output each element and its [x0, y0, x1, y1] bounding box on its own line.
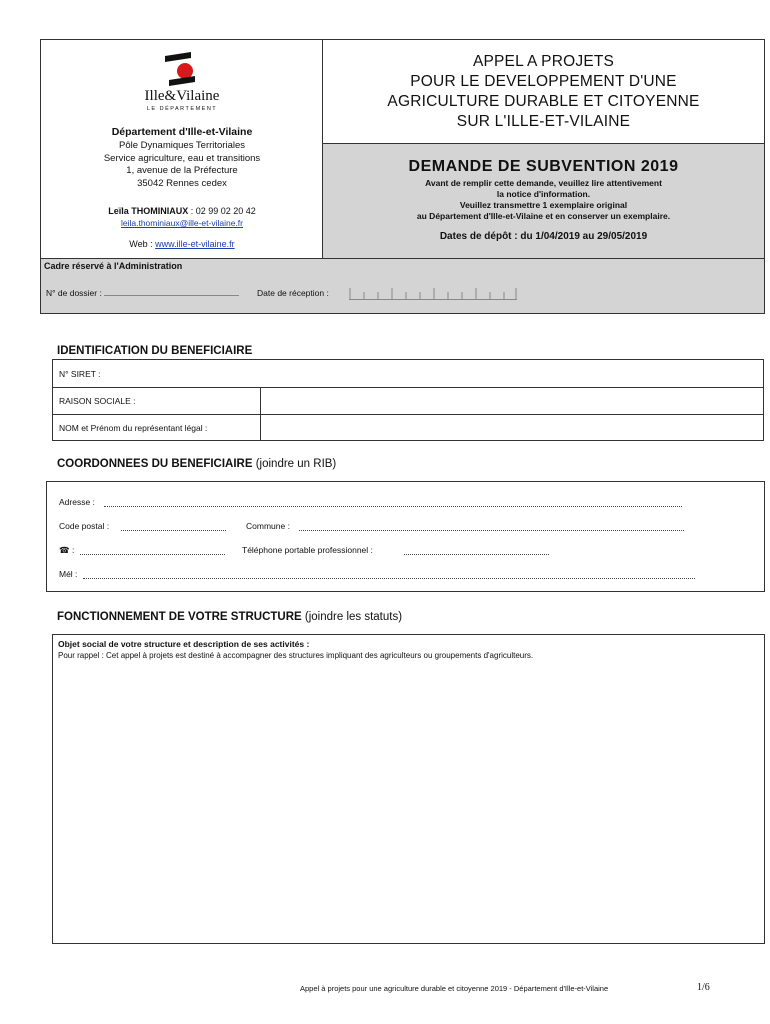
- footer-text: Appel à projets pour une agriculture durable et citoyenne 2019 - Département d'Ille-et-Vilaine: [300, 984, 609, 993]
- dossier-field: [46, 288, 239, 298]
- coordonnees-note: (joindre un RIB): [252, 458, 337, 470]
- notice-line: Veuillez transmettre 1 exemplaire original: [459, 200, 628, 210]
- notice-line: Avant de remplir cette demande, veuillez lire attentivement: [425, 178, 662, 188]
- web-label: Web :: [129, 239, 156, 249]
- address-block: [41, 140, 323, 190]
- address-line: Pôle Dynamiques Territoriales: [118, 140, 246, 151]
- telephone-icon: ☎: [59, 545, 70, 555]
- coordonnees-title: [57, 458, 336, 470]
- dossier-input[interactable]: [104, 295, 239, 296]
- web-line: [41, 239, 323, 249]
- adresse-label: Adresse :: [59, 497, 95, 507]
- reception-date-input[interactable]: [349, 287, 517, 299]
- identification-title: IDENTIFICATION DU BENEFICIAIRE: [57, 345, 253, 357]
- reception-field: [257, 288, 329, 298]
- reception-label: Date de réception :: [257, 288, 329, 298]
- deposit-dates: Dates de dépôt : du 1/04/2019 au 29/05/2019: [439, 231, 648, 242]
- fonctionnement-note: (joindre les statuts): [301, 611, 403, 623]
- address-line: 1, avenue de la Préfecture: [126, 165, 238, 176]
- dossier-label: N° de dossier :: [46, 288, 105, 298]
- rappel-text: Pour rappel : Cet appel à projets est destiné à accompagner des structures impliquant des agriculteurs ou groupements d'agriculteurs.: [58, 651, 534, 660]
- notice-line: au Département d'Ille-et-Vilaine et en conserver un exemplaire.: [416, 211, 671, 221]
- department-info: [41, 40, 323, 258]
- title-line: APPEL A PROJETS: [472, 53, 615, 70]
- header-box: [40, 39, 765, 259]
- logo-subtext: LE DÉPARTEMENT: [146, 106, 218, 112]
- representant-input[interactable]: [263, 416, 758, 439]
- address-line: 35042 Rennes cedex: [137, 177, 227, 189]
- code-postal-input[interactable]: [121, 530, 226, 531]
- notice-line: la notice d'information.: [496, 189, 591, 199]
- title-line: AGRICULTURE DURABLE ET CITOYENNE: [387, 93, 700, 110]
- identification-table: [52, 359, 764, 441]
- logo-text: Ille&Vilaine: [144, 88, 220, 104]
- admin-reserved-area: [40, 259, 765, 314]
- commune-input[interactable]: [299, 530, 684, 531]
- page-number: 1/6: [697, 982, 710, 993]
- mel-input[interactable]: [83, 578, 695, 579]
- notice-text: [323, 178, 764, 222]
- coordonnees-box: [46, 481, 765, 592]
- telephone-label: :: [69, 545, 75, 555]
- objet-social-label: Objet social de votre structure et description de ses activités :: [58, 639, 310, 649]
- subvention-block: [323, 144, 764, 258]
- fonctionnement-title: [57, 611, 402, 623]
- title-line: SUR L'ILLE-ET-VILAINE: [456, 113, 631, 130]
- raison-sociale-input[interactable]: [263, 389, 758, 412]
- contact-line: [41, 206, 323, 216]
- contact-email-link[interactable]: leila.thominiaux@ille-et-vilaine.fr: [120, 218, 243, 228]
- raison-sociale-label: RAISON SOCIALE :: [59, 396, 136, 406]
- fonctionnement-title-text: FONCTIONNEMENT DE VOTRE STRUCTURE: [57, 611, 302, 623]
- telephone-input[interactable]: [80, 554, 225, 555]
- adresse-input[interactable]: [104, 506, 682, 507]
- ille-et-vilaine-logo: [161, 50, 201, 90]
- department-name: Département d'Ille-et-Vilaine: [111, 126, 253, 138]
- portable-label: Téléphone portable professionnel :: [242, 545, 373, 555]
- subvention-title: DEMANDE DE SUBVENTION 2019: [408, 158, 679, 175]
- title-line: POUR LE DEVELOPPEMENT D'UNE: [410, 73, 677, 90]
- code-postal-label: Code postal :: [59, 521, 110, 531]
- coordonnees-title-text: COORDONNEES DU BENEFICIAIRE: [57, 458, 253, 470]
- siret-input[interactable]: [133, 362, 753, 385]
- admin-title: Cadre réservé à l'Administration: [44, 261, 183, 271]
- web-link[interactable]: www.ille-et-vilaine.fr: [155, 239, 235, 249]
- contact-phone: : 02 99 02 20 42: [188, 206, 256, 216]
- mel-label: Mél :: [59, 569, 78, 579]
- fonctionnement-box[interactable]: [52, 634, 765, 944]
- contact-name: Leïla THOMINIAUX: [108, 206, 189, 216]
- application-title: [323, 40, 764, 144]
- portable-input[interactable]: [404, 554, 549, 555]
- telephone-line: [59, 545, 74, 556]
- commune-label: Commune :: [246, 521, 290, 531]
- address-line: Service agriculture, eau et transitions: [103, 152, 261, 164]
- representant-label: NOM et Prénom du représentant légal :: [59, 423, 208, 433]
- siret-label: N° SIRET :: [59, 369, 101, 379]
